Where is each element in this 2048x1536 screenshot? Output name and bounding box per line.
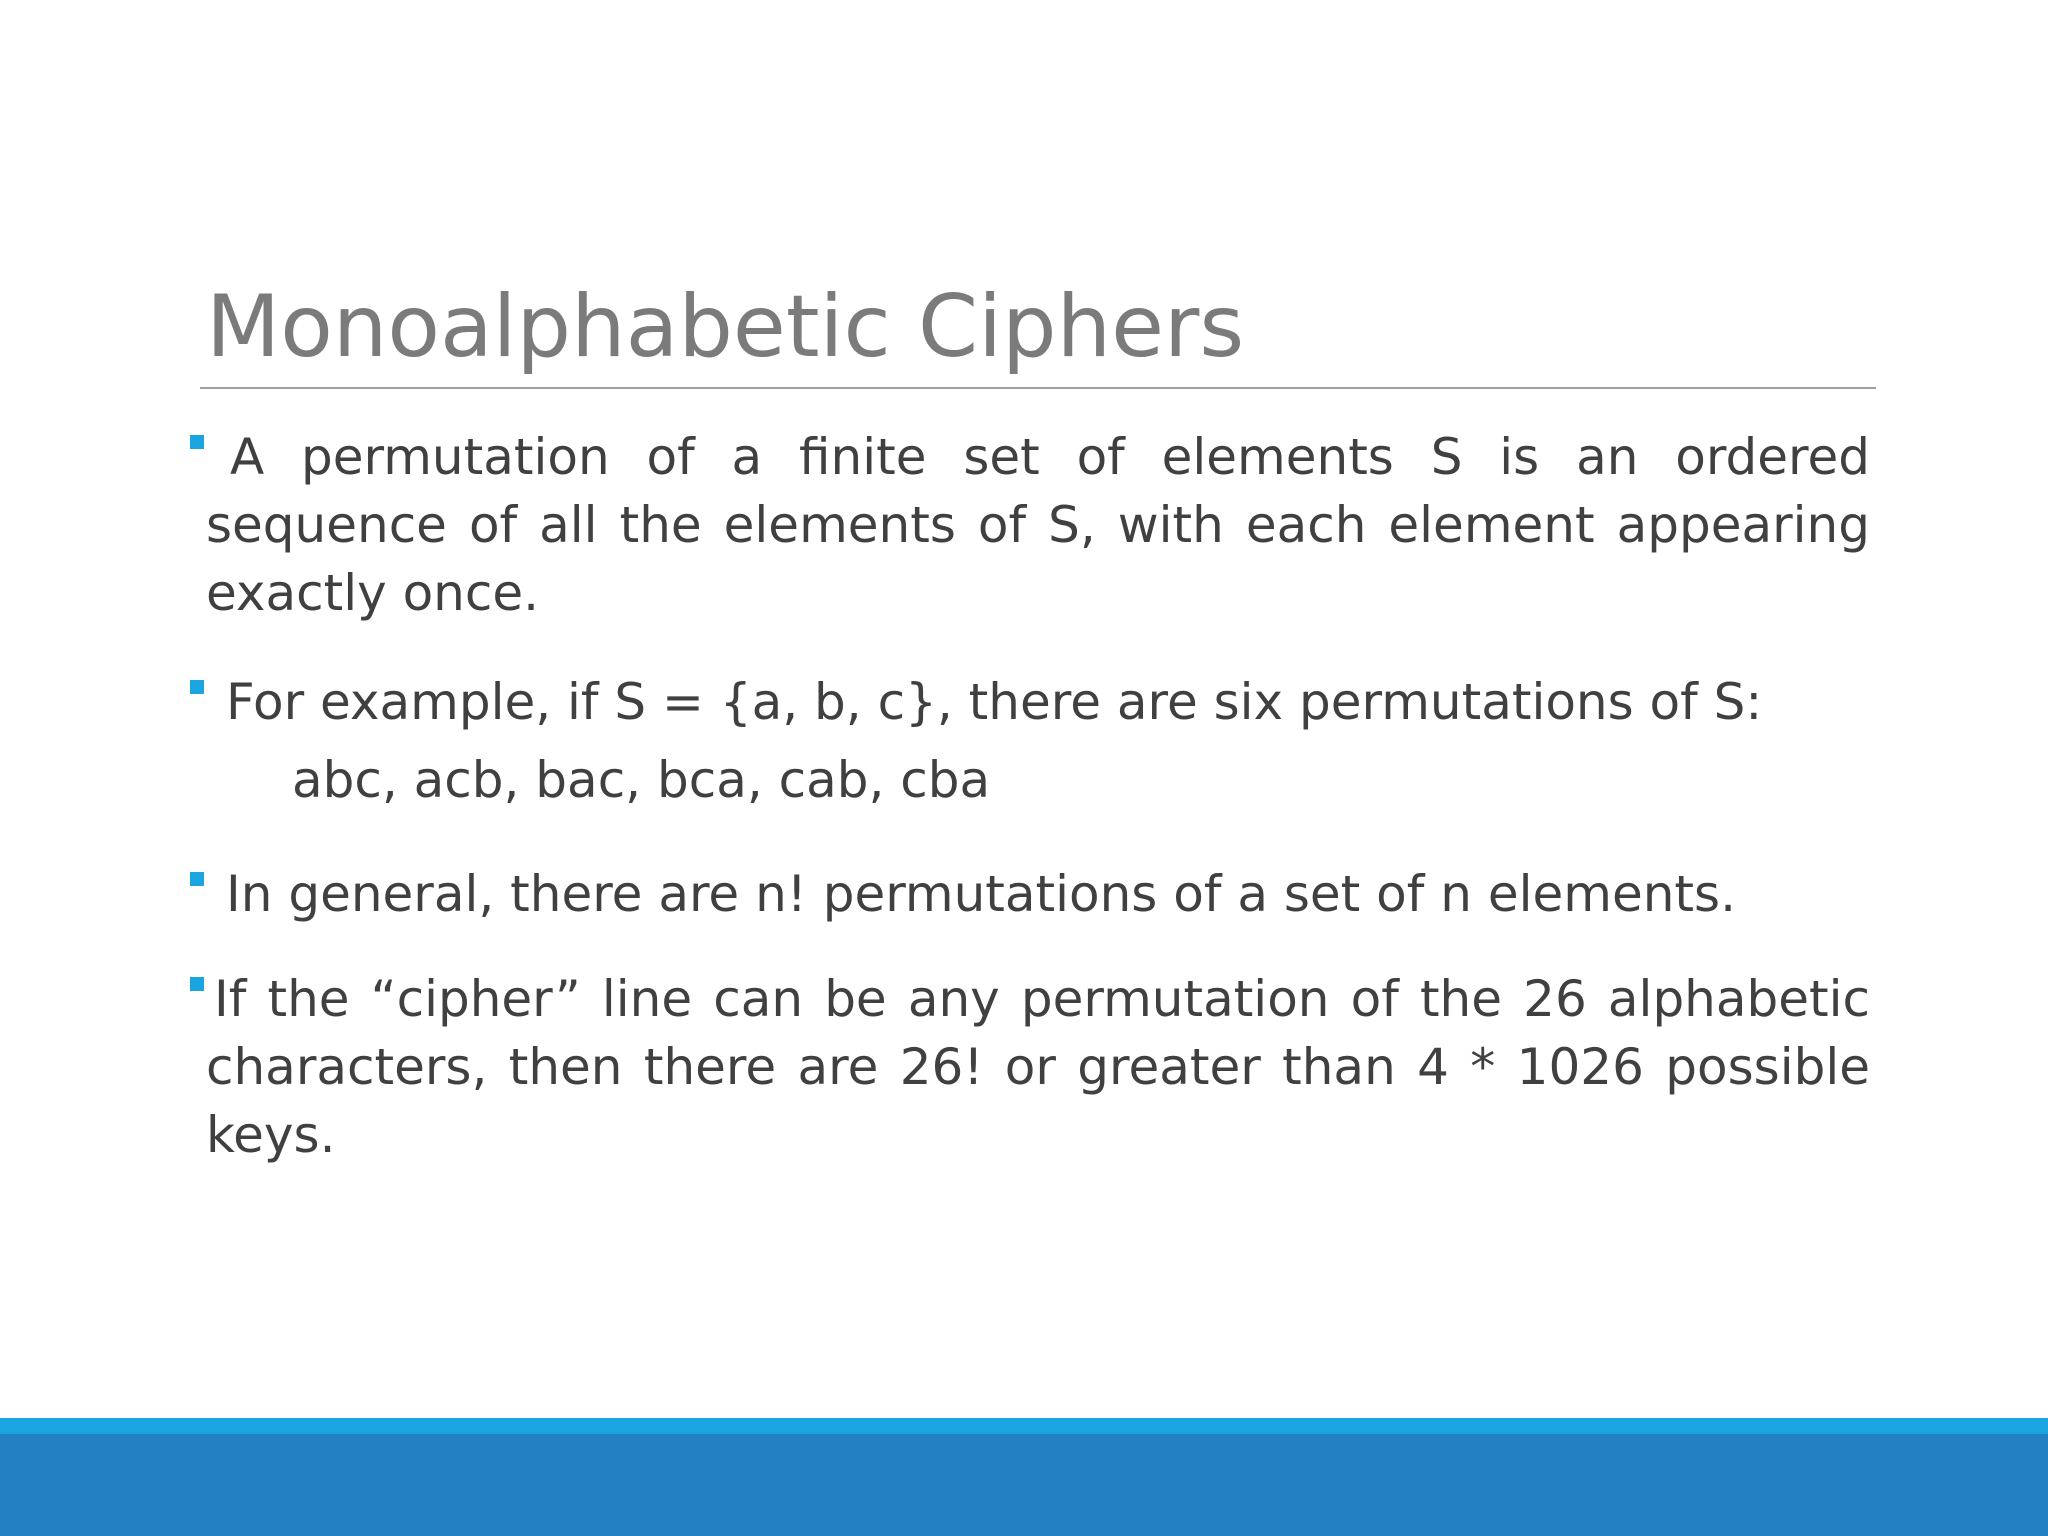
bullet-item-example	[206, 668, 1870, 736]
bullet-text: For example, if S = {a, b, c}, there are six permutations of S:	[226, 673, 1763, 731]
title-divider	[200, 387, 1876, 389]
bullet-text: A permutation of a finite set of elements S is an ordered sequence of all the elements of S, with each element appearing exactly once.	[206, 428, 1870, 622]
bullet-item-key-space	[206, 965, 1870, 1169]
slide-title: Monoalphabetic Ciphers	[206, 277, 1245, 377]
square-bullet-icon	[190, 977, 204, 991]
example-permutations: abc, acb, bac, bca, cab, cba	[292, 751, 991, 809]
square-bullet-icon	[190, 872, 204, 886]
square-bullet-icon	[190, 435, 204, 449]
footer-band-accent	[0, 1418, 2048, 1434]
bullet-item-general-case	[206, 860, 1870, 928]
bullet-text: In general, there are n! permutations of a set of n elements.	[226, 865, 1736, 923]
footer-band	[0, 1434, 2048, 1536]
bullet-item-permutation-definition	[206, 423, 1870, 627]
bullet-text: If the “cipher” line can be any permutation of the 26 alphabetic characters, then there are 26! or greater than 4 * 1026 possible keys.	[206, 970, 1870, 1164]
square-bullet-icon	[190, 680, 204, 694]
